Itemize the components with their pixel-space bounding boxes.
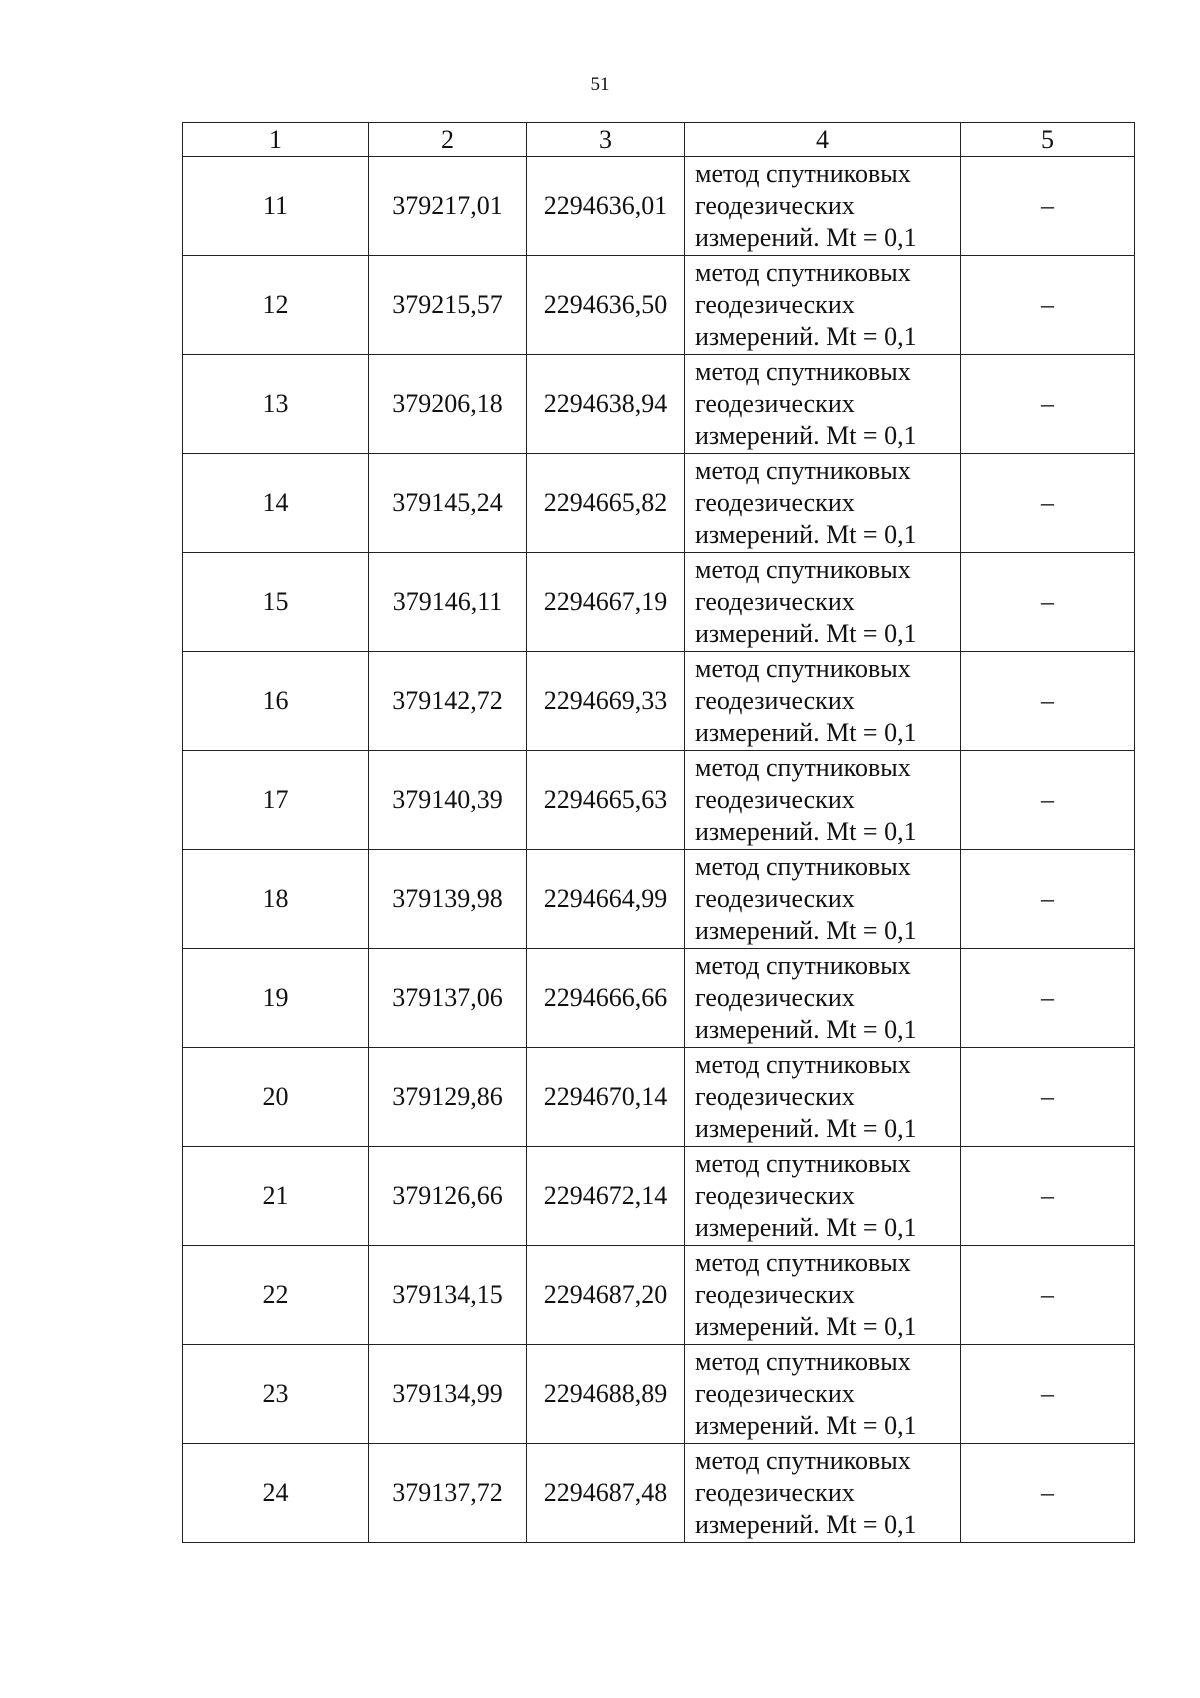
table-body <box>183 123 1135 1543</box>
note-cell: – <box>961 1246 1135 1345</box>
note-cell: – <box>961 157 1135 256</box>
coordinate-y-cell: 2294672,14 <box>527 1147 685 1246</box>
method-line: метод спутниковых <box>695 852 911 881</box>
header-col-5: 5 <box>961 123 1135 157</box>
method-line: измерений. Mt = 0,1 <box>695 1312 917 1341</box>
note-cell: – <box>961 949 1135 1048</box>
table-row <box>183 1246 1135 1345</box>
method-cell <box>685 553 961 652</box>
method-line: геодезических <box>695 290 855 319</box>
note-cell: – <box>961 1444 1135 1543</box>
note-cell: – <box>961 355 1135 454</box>
point-number-cell: 22 <box>183 1246 369 1345</box>
coordinate-y-cell: 2294665,63 <box>527 751 685 850</box>
method-cell <box>685 949 961 1048</box>
coordinate-x-cell: 379206,18 <box>369 355 527 454</box>
method-line: метод спутниковых <box>695 159 911 188</box>
method-line: метод спутниковых <box>695 1248 911 1277</box>
method-line: измерений. Mt = 0,1 <box>695 520 917 549</box>
point-number-cell: 11 <box>183 157 369 256</box>
note-cell: – <box>961 751 1135 850</box>
table-row <box>183 355 1135 454</box>
method-line: метод спутниковых <box>695 357 911 386</box>
point-number-cell: 24 <box>183 1444 369 1543</box>
method-cell <box>685 850 961 949</box>
coordinates-table <box>182 122 1135 1543</box>
note-cell: – <box>961 652 1135 751</box>
method-line: метод спутниковых <box>695 1149 911 1178</box>
method-cell <box>685 355 961 454</box>
coordinate-y-cell: 2294636,01 <box>527 157 685 256</box>
method-cell <box>685 1345 961 1444</box>
coordinate-x-cell: 379139,98 <box>369 850 527 949</box>
note-cell: – <box>961 454 1135 553</box>
point-number-cell: 15 <box>183 553 369 652</box>
coordinate-x-cell: 379146,11 <box>369 553 527 652</box>
method-line: метод спутниковых <box>695 456 911 485</box>
method-line: измерений. Mt = 0,1 <box>695 619 917 648</box>
header-col-4: 4 <box>685 123 961 157</box>
method-cell <box>685 256 961 355</box>
table-row <box>183 553 1135 652</box>
point-number-cell: 17 <box>183 751 369 850</box>
table-row <box>183 652 1135 751</box>
method-line: геодезических <box>695 1181 855 1210</box>
table-row <box>183 454 1135 553</box>
method-line: измерений. Mt = 0,1 <box>695 223 917 252</box>
point-number-cell: 16 <box>183 652 369 751</box>
coordinate-x-cell: 379126,66 <box>369 1147 527 1246</box>
method-line: измерений. Mt = 0,1 <box>695 1114 917 1143</box>
coordinate-y-cell: 2294687,20 <box>527 1246 685 1345</box>
method-line: геодезических <box>695 1478 855 1507</box>
table-row <box>183 1345 1135 1444</box>
method-line: геодезических <box>695 983 855 1012</box>
point-number-cell: 21 <box>183 1147 369 1246</box>
method-line: измерений. Mt = 0,1 <box>695 1411 917 1440</box>
coordinate-y-cell: 2294666,66 <box>527 949 685 1048</box>
method-line: измерений. Mt = 0,1 <box>695 322 917 351</box>
method-cell <box>685 1048 961 1147</box>
table-row <box>183 1048 1135 1147</box>
coordinate-x-cell: 379134,99 <box>369 1345 527 1444</box>
coordinate-y-cell: 2294636,50 <box>527 256 685 355</box>
coordinate-x-cell: 379129,86 <box>369 1048 527 1147</box>
table-row <box>183 256 1135 355</box>
method-line: геодезических <box>695 686 855 715</box>
header-col-2: 2 <box>369 123 527 157</box>
coordinate-x-cell: 379137,72 <box>369 1444 527 1543</box>
method-line: метод спутниковых <box>695 1446 911 1475</box>
method-line: геодезических <box>695 1082 855 1111</box>
coordinate-x-cell: 379145,24 <box>369 454 527 553</box>
method-line: измерений. Mt = 0,1 <box>695 1510 917 1539</box>
page-number: 51 <box>590 74 610 95</box>
coordinate-x-cell: 379137,06 <box>369 949 527 1048</box>
method-line: геодезических <box>695 1379 855 1408</box>
method-line: геодезических <box>695 1280 855 1309</box>
method-line: геодезических <box>695 389 855 418</box>
method-cell <box>685 157 961 256</box>
method-cell <box>685 652 961 751</box>
coordinate-y-cell: 2294669,33 <box>527 652 685 751</box>
method-line: измерений. Mt = 0,1 <box>695 817 917 846</box>
coordinate-x-cell: 379134,15 <box>369 1246 527 1345</box>
coordinate-x-cell: 379142,72 <box>369 652 527 751</box>
method-line: измерений. Mt = 0,1 <box>695 1015 917 1044</box>
method-line: метод спутниковых <box>695 753 911 782</box>
note-cell: – <box>961 1345 1135 1444</box>
table-row <box>183 949 1135 1048</box>
note-cell: – <box>961 850 1135 949</box>
method-line: метод спутниковых <box>695 951 911 980</box>
coordinate-y-cell: 2294638,94 <box>527 355 685 454</box>
coordinate-y-cell: 2294688,89 <box>527 1345 685 1444</box>
coordinate-y-cell: 2294665,82 <box>527 454 685 553</box>
table-row <box>183 850 1135 949</box>
point-number-cell: 13 <box>183 355 369 454</box>
method-cell <box>685 1444 961 1543</box>
point-number-cell: 20 <box>183 1048 369 1147</box>
method-line: метод спутниковых <box>695 1050 911 1079</box>
method-line: геодезических <box>695 785 855 814</box>
method-cell <box>685 1147 961 1246</box>
coordinate-x-cell: 379217,01 <box>369 157 527 256</box>
method-cell <box>685 454 961 553</box>
method-line: геодезических <box>695 884 855 913</box>
point-number-cell: 14 <box>183 454 369 553</box>
note-cell: – <box>961 1147 1135 1246</box>
method-line: измерений. Mt = 0,1 <box>695 421 917 450</box>
method-line: геодезических <box>695 191 855 220</box>
point-number-cell: 23 <box>183 1345 369 1444</box>
method-line: метод спутниковых <box>695 1347 911 1376</box>
coordinate-y-cell: 2294670,14 <box>527 1048 685 1147</box>
method-line: геодезических <box>695 587 855 616</box>
point-number-cell: 18 <box>183 850 369 949</box>
method-line: метод спутниковых <box>695 654 911 683</box>
method-cell <box>685 751 961 850</box>
coordinate-y-cell: 2294687,48 <box>527 1444 685 1543</box>
table-row <box>183 1147 1135 1246</box>
method-line: измерений. Mt = 0,1 <box>695 718 917 747</box>
coordinate-y-cell: 2294664,99 <box>527 850 685 949</box>
method-line: метод спутниковых <box>695 258 911 287</box>
note-cell: – <box>961 1048 1135 1147</box>
coordinate-x-cell: 379215,57 <box>369 256 527 355</box>
method-line: метод спутниковых <box>695 555 911 584</box>
table-row <box>183 1444 1135 1543</box>
method-line: геодезических <box>695 488 855 517</box>
coordinate-y-cell: 2294667,19 <box>527 553 685 652</box>
table-header-row <box>183 123 1135 157</box>
point-number-cell: 19 <box>183 949 369 1048</box>
coordinate-x-cell: 379140,39 <box>369 751 527 850</box>
method-line: измерений. Mt = 0,1 <box>695 1213 917 1242</box>
header-col-1: 1 <box>183 123 369 157</box>
note-cell: – <box>961 256 1135 355</box>
table-row <box>183 751 1135 850</box>
method-cell <box>685 1246 961 1345</box>
point-number-cell: 12 <box>183 256 369 355</box>
note-cell: – <box>961 553 1135 652</box>
method-line: измерений. Mt = 0,1 <box>695 916 917 945</box>
header-col-3: 3 <box>527 123 685 157</box>
table-row <box>183 157 1135 256</box>
